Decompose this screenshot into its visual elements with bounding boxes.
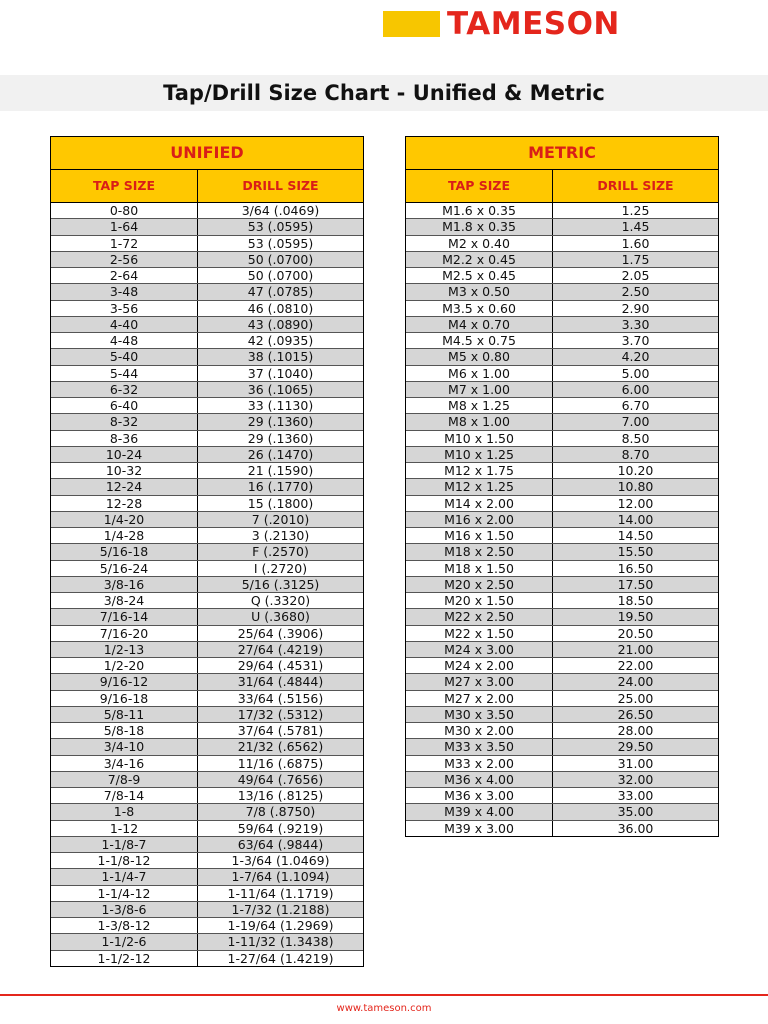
table-row — [406, 349, 718, 365]
drill-size-cell: 8.70 — [621, 446, 650, 462]
tap-size-cell: M8 x 1.25 — [406, 398, 553, 413]
metric-table — [405, 136, 719, 837]
brand-logo — [383, 6, 755, 42]
tap-size-cell: M30 x 3.50 — [406, 707, 553, 722]
tap-size-cell: M2 x 0.40 — [406, 236, 553, 251]
table-row — [51, 934, 363, 950]
drill-size-cell: 10.20 — [617, 463, 654, 478]
drill-size-cell: 25/64 (.3906) — [237, 625, 324, 641]
table-row — [51, 236, 363, 252]
table-row — [406, 252, 718, 268]
table-row — [406, 268, 718, 284]
drill-size-cell: 2.05 — [621, 268, 650, 283]
table-row — [406, 609, 718, 625]
drill-size-cell: 10.80 — [617, 479, 654, 495]
drill-size-cell: 2.50 — [621, 284, 650, 300]
tap-size-cell: 12-24 — [51, 479, 198, 494]
drill-size-cell: 31/64 (.4844) — [237, 674, 324, 690]
drill-size-cell: 15 (.1800) — [247, 495, 314, 511]
table-row — [51, 544, 363, 560]
footer-divider — [0, 994, 768, 996]
drill-size-cell: 2.90 — [621, 300, 650, 316]
drill-size-cell: 5.00 — [621, 365, 650, 381]
tap-size-cell: M4 x 0.70 — [406, 317, 553, 332]
drill-size-cell: 1.25 — [621, 203, 650, 218]
logo-mark — [383, 11, 440, 37]
tap-size-cell: M10 x 1.25 — [406, 447, 553, 462]
tap-size-cell: 8-36 — [51, 431, 198, 446]
drill-size-cell: 27/64 (.4219) — [237, 641, 324, 657]
table-row — [51, 252, 363, 268]
drill-size-cell: 50 (.0700) — [247, 251, 314, 267]
tap-size-cell: 2-56 — [51, 252, 198, 267]
drill-size-cell: 14.50 — [617, 528, 654, 543]
table-row — [406, 577, 718, 593]
metric-col-tap-size: TAP SIZE — [406, 170, 553, 202]
tap-size-cell: 1-1/8-7 — [51, 837, 198, 852]
drill-size-cell: 15.50 — [617, 544, 654, 560]
table-row — [406, 674, 718, 690]
tap-size-cell: M27 x 3.00 — [406, 674, 553, 689]
tap-size-cell: M39 x 3.00 — [406, 821, 553, 837]
tap-size-cell: 0-80 — [51, 203, 198, 218]
tap-size-cell: M1.8 x 0.35 — [406, 219, 553, 234]
drill-size-cell: 50 (.0700) — [247, 268, 314, 283]
drill-size-cell: 3 (.2130) — [251, 528, 310, 543]
drill-size-cell: 46 (.0810) — [247, 300, 314, 316]
tap-size-cell: 3/4-16 — [51, 756, 198, 771]
drill-size-cell: 29.50 — [617, 739, 654, 755]
tap-size-cell: M14 x 2.00 — [406, 496, 553, 511]
drill-size-cell: 36 (.1065) — [247, 381, 314, 397]
unified-rows — [51, 203, 363, 967]
tap-size-cell: M3 x 0.50 — [406, 284, 553, 299]
drill-size-cell: 29/64 (.4531) — [237, 658, 324, 673]
table-row — [406, 723, 718, 739]
tap-size-cell: 5/16-24 — [51, 561, 198, 576]
tap-size-cell: 1/4-20 — [51, 512, 198, 527]
tap-size-cell: 3-56 — [51, 301, 198, 316]
drill-size-cell: Q (.3320) — [250, 593, 311, 608]
table-row — [406, 496, 718, 512]
tap-size-cell: M16 x 2.00 — [406, 512, 553, 527]
drill-size-cell: 6.70 — [621, 398, 650, 413]
tap-size-cell: M33 x 2.00 — [406, 756, 553, 771]
tap-size-cell: 3/4-10 — [51, 739, 198, 754]
tap-size-cell: M36 x 3.00 — [406, 788, 553, 803]
drill-size-cell: 13/16 (.8125) — [237, 788, 324, 803]
table-row — [51, 203, 363, 219]
table-row — [406, 804, 718, 820]
drill-size-cell: 29 (.1360) — [247, 430, 314, 446]
table-row — [51, 626, 363, 642]
tap-size-cell: M12 x 1.25 — [406, 479, 553, 494]
tap-size-cell: 1/2-20 — [51, 658, 198, 673]
table-row — [51, 219, 363, 235]
drill-size-cell: 3.70 — [621, 333, 650, 348]
drill-size-cell: 1-19/64 (1.2969) — [227, 918, 334, 933]
table-row — [406, 203, 718, 219]
table-row — [51, 642, 363, 658]
table-row — [51, 707, 363, 723]
tap-size-cell: M24 x 3.00 — [406, 642, 553, 657]
table-row — [51, 301, 363, 317]
tap-size-cell: 1-1/4-7 — [51, 869, 198, 884]
table-row — [406, 772, 718, 788]
drill-size-cell: 63/64 (.9844) — [237, 836, 324, 852]
metric-column-headers — [406, 170, 718, 203]
table-row — [51, 674, 363, 690]
tap-size-cell: 9/16-18 — [51, 691, 198, 706]
drill-size-cell: F (.2570) — [252, 544, 309, 560]
tap-size-cell: 4-40 — [51, 317, 198, 332]
drill-size-cell: 7 (.2010) — [251, 511, 310, 527]
table-row — [406, 284, 718, 300]
metric-col-drill-size: DRILL SIZE — [597, 178, 674, 193]
drill-size-cell: 28.00 — [617, 723, 654, 738]
table-row — [406, 544, 718, 560]
table-row — [406, 366, 718, 382]
drill-size-cell: 33 (.1130) — [247, 398, 314, 413]
tap-size-cell: 9/16-12 — [51, 674, 198, 689]
metric-table-title: METRIC — [406, 137, 718, 170]
table-row — [51, 333, 363, 349]
tap-size-cell: 10-24 — [51, 447, 198, 462]
table-row — [51, 772, 363, 788]
tap-size-cell: 1/4-28 — [51, 528, 198, 543]
drill-size-cell: 8.50 — [621, 430, 650, 446]
tap-size-cell: 1/2-13 — [51, 642, 198, 657]
tap-size-cell: M18 x 2.50 — [406, 544, 553, 559]
table-row — [406, 414, 718, 430]
tap-size-cell: 1-8 — [51, 804, 198, 819]
drill-size-cell: 26.50 — [617, 706, 654, 722]
drill-size-cell: 11/16 (.6875) — [237, 755, 324, 771]
unified-col-tap-size: TAP SIZE — [51, 170, 198, 202]
table-row — [406, 398, 718, 414]
table-row — [51, 918, 363, 934]
table-row — [51, 821, 363, 837]
table-row — [51, 496, 363, 512]
drill-size-cell: 33.00 — [617, 788, 654, 803]
tap-size-cell: M4.5 x 0.75 — [406, 333, 553, 348]
footer-url[interactable]: www.tameson.com — [336, 1003, 432, 1014]
tap-size-cell: M30 x 2.00 — [406, 723, 553, 738]
drill-size-cell: 43 (.0890) — [247, 316, 314, 332]
table-row — [406, 479, 718, 495]
drill-size-cell: 36.00 — [617, 820, 654, 836]
drill-size-cell: 53 (.0595) — [247, 235, 314, 251]
tap-size-cell: M8 x 1.00 — [406, 414, 553, 429]
title-band — [0, 75, 768, 111]
table-row — [51, 512, 363, 528]
drill-size-cell: 18.50 — [617, 593, 654, 608]
tap-size-cell: 1-1/4-12 — [51, 886, 198, 901]
drill-size-cell: 22.00 — [617, 658, 654, 673]
table-row — [406, 528, 718, 544]
table-row — [406, 382, 718, 398]
tap-size-cell: M1.6 x 0.35 — [406, 203, 553, 218]
drill-size-cell: 17/32 (.5312) — [237, 706, 324, 722]
tap-size-cell: 5-44 — [51, 366, 198, 381]
drill-size-cell: 24.00 — [617, 674, 654, 690]
table-row — [51, 528, 363, 544]
drill-size-cell: 16.50 — [617, 560, 654, 576]
table-row — [51, 268, 363, 284]
table-row — [406, 642, 718, 658]
tap-size-cell: M22 x 2.50 — [406, 609, 553, 624]
drill-size-cell: 1-27/64 (1.4219) — [227, 950, 334, 966]
drill-size-cell: 6.00 — [621, 381, 650, 397]
drill-size-cell: 25.00 — [617, 690, 654, 706]
drill-size-cell: 7.00 — [621, 414, 650, 430]
tap-size-cell: M10 x 1.50 — [406, 431, 553, 446]
table-row — [51, 414, 363, 430]
table-row — [51, 366, 363, 382]
tap-size-cell: 4-48 — [51, 333, 198, 348]
drill-size-cell: 3.30 — [621, 316, 650, 332]
drill-size-cell: 1.75 — [621, 251, 650, 267]
tap-size-cell: M33 x 3.50 — [406, 739, 553, 754]
drill-size-cell: 1-11/32 (1.3438) — [227, 934, 334, 950]
tap-size-cell: M2.2 x 0.45 — [406, 252, 553, 267]
drill-size-cell: 1-7/32 (1.2188) — [231, 901, 330, 917]
table-row — [51, 853, 363, 869]
tap-size-cell: 3/8-24 — [51, 593, 198, 608]
tap-size-cell: 1-3/8-12 — [51, 918, 198, 933]
table-row — [406, 593, 718, 609]
tap-size-cell: 1-3/8-6 — [51, 902, 198, 917]
drill-size-cell: 7/8 (.8750) — [245, 804, 316, 820]
table-row — [51, 788, 363, 804]
tap-size-cell: 1-1/8-12 — [51, 853, 198, 868]
drill-size-cell: 1.60 — [621, 235, 650, 251]
table-row — [51, 317, 363, 333]
table-row — [406, 301, 718, 317]
drill-size-cell: 5/16 (.3125) — [241, 576, 320, 592]
table-row — [51, 398, 363, 414]
page-title: Tap/Drill Size Chart - Unified & Metric — [163, 81, 605, 105]
drill-size-cell: 26 (.1470) — [247, 446, 314, 462]
drill-size-cell: 19.50 — [617, 609, 654, 625]
table-row — [406, 691, 718, 707]
drill-size-cell: I (.2720) — [253, 560, 308, 576]
drill-size-cell: 33/64 (.5156) — [237, 690, 324, 706]
drill-size-cell: 20.50 — [617, 625, 654, 641]
table-row — [51, 609, 363, 625]
unified-col-drill-size: DRILL SIZE — [242, 178, 319, 193]
drill-size-cell: 1-3/64 (1.0469) — [231, 853, 330, 868]
drill-size-cell: 21/32 (.6562) — [237, 739, 324, 755]
drill-size-cell: 21 (.1590) — [247, 463, 314, 478]
table-row — [406, 739, 718, 755]
drill-size-cell: 1.45 — [621, 219, 650, 235]
tap-size-cell: M27 x 2.00 — [406, 691, 553, 706]
table-row — [51, 869, 363, 885]
tap-size-cell: 1-1/2-6 — [51, 934, 198, 949]
tap-size-cell: M12 x 1.75 — [406, 463, 553, 478]
table-row — [406, 447, 718, 463]
table-row — [406, 707, 718, 723]
drill-size-cell: 59/64 (.9219) — [237, 820, 324, 836]
tap-size-cell: 1-64 — [51, 219, 198, 234]
table-row — [51, 479, 363, 495]
tap-size-cell: 12-28 — [51, 496, 198, 511]
table-row — [51, 431, 363, 447]
table-row — [51, 349, 363, 365]
tap-size-cell: 1-72 — [51, 236, 198, 251]
tap-size-cell: 5/8-18 — [51, 723, 198, 738]
table-row — [406, 317, 718, 333]
tap-size-cell: 5/16-18 — [51, 544, 198, 559]
table-row — [51, 463, 363, 479]
tap-size-cell: 6-40 — [51, 398, 198, 413]
drill-size-cell: 1-7/64 (1.1094) — [231, 869, 330, 885]
table-row — [406, 626, 718, 642]
table-row — [51, 951, 363, 967]
table-row — [51, 739, 363, 755]
drill-size-cell: U (.3680) — [251, 609, 310, 625]
drill-size-cell: 53 (.0595) — [247, 219, 314, 235]
tap-size-cell: 1-12 — [51, 821, 198, 836]
tap-size-cell: M16 x 1.50 — [406, 528, 553, 543]
table-row — [406, 463, 718, 479]
table-row — [406, 756, 718, 772]
table-row — [406, 561, 718, 577]
drill-size-cell: 17.50 — [617, 576, 654, 592]
table-row — [51, 691, 363, 707]
tap-size-cell: 3-48 — [51, 284, 198, 299]
metric-rows — [406, 203, 718, 837]
tap-size-cell: 10-32 — [51, 463, 198, 478]
drill-size-cell: 38 (.1015) — [247, 349, 314, 365]
table-row — [51, 284, 363, 300]
drill-size-cell: 35.00 — [617, 804, 654, 820]
tap-size-cell: 5-40 — [51, 349, 198, 364]
table-row — [406, 788, 718, 804]
table-row — [51, 382, 363, 398]
tap-size-cell: M6 x 1.00 — [406, 366, 553, 381]
tap-size-cell: 1-1/2-12 — [51, 951, 198, 967]
tap-size-cell: M7 x 1.00 — [406, 382, 553, 397]
tap-size-cell: M39 x 4.00 — [406, 804, 553, 819]
drill-size-cell: 31.00 — [617, 755, 654, 771]
drill-size-cell: 37 (.1040) — [247, 365, 314, 381]
drill-size-cell: 37/64 (.5781) — [237, 723, 324, 738]
tap-size-cell: 6-32 — [51, 382, 198, 397]
tap-size-cell: 7/8-14 — [51, 788, 198, 803]
tap-size-cell: M24 x 2.00 — [406, 658, 553, 673]
tap-size-cell: M20 x 1.50 — [406, 593, 553, 608]
tap-size-cell: 8-32 — [51, 414, 198, 429]
table-row — [51, 756, 363, 772]
tap-size-cell: M2.5 x 0.45 — [406, 268, 553, 283]
table-row — [51, 561, 363, 577]
drill-size-cell: 4.20 — [621, 349, 650, 365]
table-row — [406, 219, 718, 235]
drill-size-cell: 16 (.1770) — [247, 479, 314, 495]
drill-size-cell: 1-11/64 (1.1719) — [227, 885, 334, 901]
tap-size-cell: M36 x 4.00 — [406, 772, 553, 787]
unified-table-title: UNIFIED — [51, 137, 363, 170]
drill-size-cell: 32.00 — [617, 771, 654, 787]
table-row — [51, 593, 363, 609]
drill-size-cell: 12.00 — [617, 495, 654, 511]
drill-size-cell: 47 (.0785) — [247, 284, 314, 300]
table-row — [51, 577, 363, 593]
tap-size-cell: M5 x 0.80 — [406, 349, 553, 364]
drill-size-cell: 3/64 (.0469) — [241, 203, 320, 218]
table-row — [51, 837, 363, 853]
brand-name: TAMESON — [447, 6, 620, 42]
tap-size-cell: 7/16-14 — [51, 609, 198, 624]
table-row — [406, 512, 718, 528]
drill-size-cell: 14.00 — [617, 511, 654, 527]
tap-size-cell: 5/8-11 — [51, 707, 198, 722]
table-row — [406, 431, 718, 447]
tap-size-cell: M3.5 x 0.60 — [406, 301, 553, 316]
table-row — [406, 821, 718, 837]
tap-size-cell: 3/8-16 — [51, 577, 198, 592]
unified-column-headers — [51, 170, 363, 203]
tap-size-cell: M22 x 1.50 — [406, 626, 553, 641]
drill-size-cell: 42 (.0935) — [247, 333, 314, 348]
unified-table — [50, 136, 364, 967]
table-row — [406, 658, 718, 674]
table-row — [406, 236, 718, 252]
drill-size-cell: 49/64 (.7656) — [237, 771, 324, 787]
tap-size-cell: M20 x 2.50 — [406, 577, 553, 592]
tap-size-cell: 7/8-9 — [51, 772, 198, 787]
table-row — [51, 902, 363, 918]
drill-size-cell: 29 (.1360) — [247, 414, 314, 430]
table-row — [51, 804, 363, 820]
drill-size-cell: 21.00 — [617, 641, 654, 657]
tap-size-cell: M18 x 1.50 — [406, 561, 553, 576]
tap-size-cell: 7/16-20 — [51, 626, 198, 641]
table-row — [51, 658, 363, 674]
tap-size-cell: 2-64 — [51, 268, 198, 283]
table-row — [406, 333, 718, 349]
table-row — [51, 886, 363, 902]
table-row — [51, 447, 363, 463]
table-row — [51, 723, 363, 739]
